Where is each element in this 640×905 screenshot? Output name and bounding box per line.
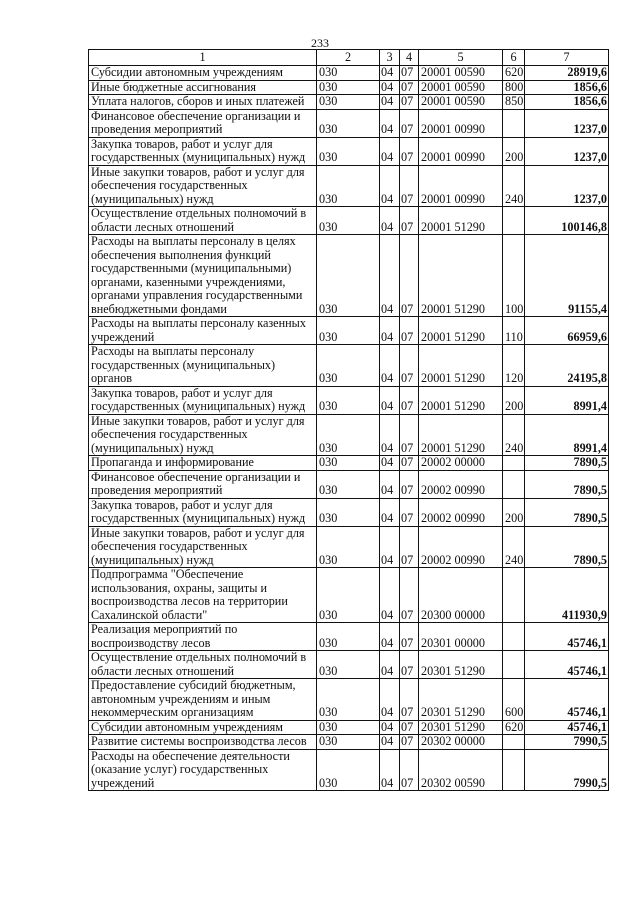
row-value-cell-7: 1237,0 <box>525 109 609 137</box>
row-value-cell-2: 030 <box>317 345 380 387</box>
row-value-cell-2: 030 <box>317 109 380 137</box>
row-value-cell-4: 07 <box>400 235 419 317</box>
table-row <box>89 414 609 456</box>
row-value-cell-3: 04 <box>380 498 400 526</box>
row-value-cell-2: 030 <box>317 414 380 456</box>
row-value-cell-4: 07 <box>400 679 419 721</box>
row-value-cell-5: 20001 51290 <box>419 207 503 235</box>
row-value-cell-7: 24195,8 <box>525 345 609 387</box>
row-value-cell-3: 04 <box>380 137 400 165</box>
row-value-cell-4: 07 <box>400 651 419 679</box>
row-name-cell: Осуществление отдельных полномочий в области лесных отношений <box>89 207 317 235</box>
row-name-cell: Уплата налогов, сборов и иных платежей <box>89 95 317 110</box>
row-value-cell-3: 04 <box>380 207 400 235</box>
row-value-cell-7: 45746,1 <box>525 679 609 721</box>
row-value-cell-3: 04 <box>380 623 400 651</box>
row-value-cell-4: 07 <box>400 470 419 498</box>
row-value-cell-5: 20001 00590 <box>419 95 503 110</box>
row-value-cell-3: 04 <box>380 568 400 623</box>
row-value-cell-3: 04 <box>380 414 400 456</box>
row-value-cell-6: 200 <box>503 386 525 414</box>
table-row <box>89 165 609 207</box>
row-value-cell-6: 200 <box>503 498 525 526</box>
row-name-cell: Предоставление субсидий бюджетным, автономным учреждениям и иным некоммерческим организациям <box>89 679 317 721</box>
row-value-cell-4: 07 <box>400 735 419 750</box>
row-value-cell-5: 20001 51290 <box>419 414 503 456</box>
row-value-cell-7: 45746,1 <box>525 623 609 651</box>
table-row <box>89 498 609 526</box>
row-value-cell-6: 600 <box>503 679 525 721</box>
row-name-cell: Подпрограмма "Обеспечение использования, охраны, защиты и воспроизводства лесов на территории Сахалинской области" <box>89 568 317 623</box>
row-value-cell-6 <box>503 623 525 651</box>
table-row <box>89 470 609 498</box>
row-value-cell-5: 20301 00000 <box>419 623 503 651</box>
row-value-cell-7: 7890,5 <box>525 498 609 526</box>
row-value-cell-4: 07 <box>400 386 419 414</box>
row-value-cell-7: 411930,9 <box>525 568 609 623</box>
row-name-cell: Реализация мероприятий по воспроизводству лесов <box>89 623 317 651</box>
row-value-cell-4: 07 <box>400 456 419 471</box>
row-value-cell-7: 28919,6 <box>525 66 609 81</box>
row-name-cell: Расходы на обеспечение деятельности (оказание услуг) государственных учреждений <box>89 749 317 791</box>
row-value-cell-6: 850 <box>503 95 525 110</box>
row-value-cell-6 <box>503 456 525 471</box>
table-row <box>89 345 609 387</box>
row-value-cell-6: 100 <box>503 235 525 317</box>
row-value-cell-2: 030 <box>317 137 380 165</box>
row-value-cell-5: 20001 00990 <box>419 109 503 137</box>
row-value-cell-7: 8991,4 <box>525 386 609 414</box>
row-name-cell: Расходы на выплаты персоналу казенных учреждений <box>89 317 317 345</box>
row-value-cell-4: 07 <box>400 623 419 651</box>
row-value-cell-2: 030 <box>317 235 380 317</box>
table-row <box>89 526 609 568</box>
row-value-cell-4: 07 <box>400 207 419 235</box>
table-row <box>89 720 609 735</box>
header-cell: 3 <box>380 50 400 66</box>
row-value-cell-6: 240 <box>503 165 525 207</box>
table-row <box>89 109 609 137</box>
row-value-cell-6: 120 <box>503 345 525 387</box>
row-value-cell-7: 8991,4 <box>525 414 609 456</box>
row-value-cell-2: 030 <box>317 735 380 750</box>
row-name-cell: Закупка товаров, работ и услуг для государственных (муниципальных) нужд <box>89 137 317 165</box>
row-value-cell-6: 110 <box>503 317 525 345</box>
row-name-cell: Осуществление отдельных полномочий в области лесных отношений <box>89 651 317 679</box>
row-value-cell-3: 04 <box>380 109 400 137</box>
row-name-cell: Иные закупки товаров, работ и услуг для обеспечения государственных (муниципальных) нужд <box>89 526 317 568</box>
row-value-cell-4: 07 <box>400 498 419 526</box>
row-value-cell-2: 030 <box>317 679 380 721</box>
row-value-cell-5: 20001 00990 <box>419 165 503 207</box>
row-value-cell-7: 7890,5 <box>525 456 609 471</box>
page-number: 233 <box>311 36 329 50</box>
row-value-cell-5: 20001 51290 <box>419 317 503 345</box>
row-value-cell-3: 04 <box>380 470 400 498</box>
row-value-cell-5: 20302 00000 <box>419 735 503 750</box>
row-name-cell: Финансовое обеспечение организации и проведения мероприятий <box>89 470 317 498</box>
row-value-cell-4: 07 <box>400 109 419 137</box>
table-row <box>89 66 609 81</box>
row-value-cell-6: 620 <box>503 66 525 81</box>
row-name-cell: Субсидии автономным учреждениям <box>89 66 317 81</box>
table-row <box>89 456 609 471</box>
row-value-cell-7: 45746,1 <box>525 651 609 679</box>
row-value-cell-6 <box>503 207 525 235</box>
row-value-cell-4: 07 <box>400 749 419 791</box>
row-value-cell-5: 20002 00990 <box>419 498 503 526</box>
row-value-cell-3: 04 <box>380 749 400 791</box>
row-value-cell-7: 91155,4 <box>525 235 609 317</box>
row-name-cell: Финансовое обеспечение организации и проведения мероприятий <box>89 109 317 137</box>
row-value-cell-7: 45746,1 <box>525 720 609 735</box>
row-value-cell-3: 04 <box>380 651 400 679</box>
row-value-cell-3: 04 <box>380 80 400 95</box>
row-name-cell: Иные закупки товаров, работ и услуг для обеспечения государственных (муниципальных) нужд <box>89 414 317 456</box>
row-value-cell-6 <box>503 109 525 137</box>
row-value-cell-4: 07 <box>400 526 419 568</box>
row-value-cell-3: 04 <box>380 386 400 414</box>
header-cell: 6 <box>503 50 525 66</box>
table-row <box>89 80 609 95</box>
row-value-cell-2: 030 <box>317 568 380 623</box>
row-value-cell-2: 030 <box>317 386 380 414</box>
row-value-cell-6: 800 <box>503 80 525 95</box>
row-value-cell-4: 07 <box>400 66 419 81</box>
row-value-cell-2: 030 <box>317 317 380 345</box>
row-value-cell-3: 04 <box>380 526 400 568</box>
row-value-cell-7: 100146,8 <box>525 207 609 235</box>
row-name-cell: Развитие системы воспроизводства лесов <box>89 735 317 750</box>
row-value-cell-5: 20300 00000 <box>419 568 503 623</box>
table-row <box>89 95 609 110</box>
row-value-cell-7: 1237,0 <box>525 137 609 165</box>
row-value-cell-3: 04 <box>380 235 400 317</box>
row-value-cell-3: 04 <box>380 679 400 721</box>
row-value-cell-7: 7890,5 <box>525 470 609 498</box>
row-value-cell-3: 04 <box>380 165 400 207</box>
row-value-cell-3: 04 <box>380 735 400 750</box>
row-value-cell-3: 04 <box>380 66 400 81</box>
row-value-cell-6: 240 <box>503 414 525 456</box>
row-name-cell: Закупка товаров, работ и услуг для государственных (муниципальных) нужд <box>89 498 317 526</box>
row-value-cell-7: 1856,6 <box>525 80 609 95</box>
row-value-cell-2: 030 <box>317 651 380 679</box>
row-value-cell-6 <box>503 568 525 623</box>
row-value-cell-5: 20001 51290 <box>419 386 503 414</box>
row-value-cell-2: 030 <box>317 165 380 207</box>
row-value-cell-2: 030 <box>317 95 380 110</box>
table-row <box>89 568 609 623</box>
row-name-cell: Пропаганда и информирование <box>89 456 317 471</box>
row-value-cell-4: 07 <box>400 317 419 345</box>
table-row <box>89 137 609 165</box>
row-value-cell-6: 240 <box>503 526 525 568</box>
header-cell: 1 <box>89 50 317 66</box>
row-value-cell-3: 04 <box>380 345 400 387</box>
row-value-cell-7: 1237,0 <box>525 165 609 207</box>
budget-table <box>88 49 609 791</box>
row-value-cell-4: 07 <box>400 568 419 623</box>
row-value-cell-2: 030 <box>317 498 380 526</box>
table-row <box>89 317 609 345</box>
row-name-cell: Расходы на выплаты персоналу в целях обеспечения выполнения функций государственными (муниципальными) органами, казенными учреждениями, органами управления государственными внебюджетными фондами <box>89 235 317 317</box>
row-value-cell-5: 20002 00990 <box>419 526 503 568</box>
row-value-cell-2: 030 <box>317 526 380 568</box>
row-value-cell-6 <box>503 735 525 750</box>
row-value-cell-2: 030 <box>317 623 380 651</box>
table-row <box>89 623 609 651</box>
row-value-cell-5: 20301 51290 <box>419 651 503 679</box>
row-value-cell-5: 20001 51290 <box>419 345 503 387</box>
row-value-cell-5: 20001 51290 <box>419 235 503 317</box>
table-header-row <box>89 50 609 66</box>
row-value-cell-4: 07 <box>400 95 419 110</box>
row-value-cell-5: 20302 00590 <box>419 749 503 791</box>
row-value-cell-6 <box>503 470 525 498</box>
row-value-cell-7: 7990,5 <box>525 749 609 791</box>
row-value-cell-5: 20301 51290 <box>419 720 503 735</box>
row-value-cell-2: 030 <box>317 749 380 791</box>
row-value-cell-4: 07 <box>400 345 419 387</box>
row-value-cell-2: 030 <box>317 80 380 95</box>
row-name-cell: Расходы на выплаты персоналу государственных (муниципальных) органов <box>89 345 317 387</box>
row-value-cell-3: 04 <box>380 317 400 345</box>
header-cell: 7 <box>525 50 609 66</box>
row-value-cell-5: 20301 51290 <box>419 679 503 721</box>
row-value-cell-6: 620 <box>503 720 525 735</box>
row-name-cell: Закупка товаров, работ и услуг для государственных (муниципальных) нужд <box>89 386 317 414</box>
table-row <box>89 679 609 721</box>
row-value-cell-2: 030 <box>317 207 380 235</box>
row-value-cell-5: 20001 00990 <box>419 137 503 165</box>
table-row <box>89 235 609 317</box>
row-name-cell: Иные бюджетные ассигнования <box>89 80 317 95</box>
row-value-cell-5: 20002 00990 <box>419 470 503 498</box>
row-value-cell-2: 030 <box>317 66 380 81</box>
row-value-cell-3: 04 <box>380 456 400 471</box>
row-value-cell-5: 20001 00590 <box>419 66 503 81</box>
table-row <box>89 386 609 414</box>
table-row <box>89 651 609 679</box>
header-cell: 2 <box>317 50 380 66</box>
row-value-cell-4: 07 <box>400 720 419 735</box>
row-value-cell-6 <box>503 749 525 791</box>
row-value-cell-2: 030 <box>317 456 380 471</box>
row-value-cell-5: 20001 00590 <box>419 80 503 95</box>
row-value-cell-4: 07 <box>400 80 419 95</box>
header-cell: 4 <box>400 50 419 66</box>
row-value-cell-4: 07 <box>400 137 419 165</box>
row-name-cell: Иные закупки товаров, работ и услуг для обеспечения государственных (муниципальных) нужд <box>89 165 317 207</box>
row-value-cell-5: 20002 00000 <box>419 456 503 471</box>
table-row <box>89 735 609 750</box>
row-value-cell-7: 7990,5 <box>525 735 609 750</box>
row-value-cell-4: 07 <box>400 414 419 456</box>
row-value-cell-2: 030 <box>317 720 380 735</box>
row-name-cell: Субсидии автономным учреждениям <box>89 720 317 735</box>
row-value-cell-7: 1856,6 <box>525 95 609 110</box>
row-value-cell-6 <box>503 651 525 679</box>
row-value-cell-4: 07 <box>400 165 419 207</box>
row-value-cell-3: 04 <box>380 95 400 110</box>
row-value-cell-7: 66959,6 <box>525 317 609 345</box>
row-value-cell-2: 030 <box>317 470 380 498</box>
table-row <box>89 749 609 791</box>
table-row <box>89 207 609 235</box>
header-cell: 5 <box>419 50 503 66</box>
row-value-cell-6: 200 <box>503 137 525 165</box>
row-value-cell-7: 7890,5 <box>525 526 609 568</box>
row-value-cell-3: 04 <box>380 720 400 735</box>
